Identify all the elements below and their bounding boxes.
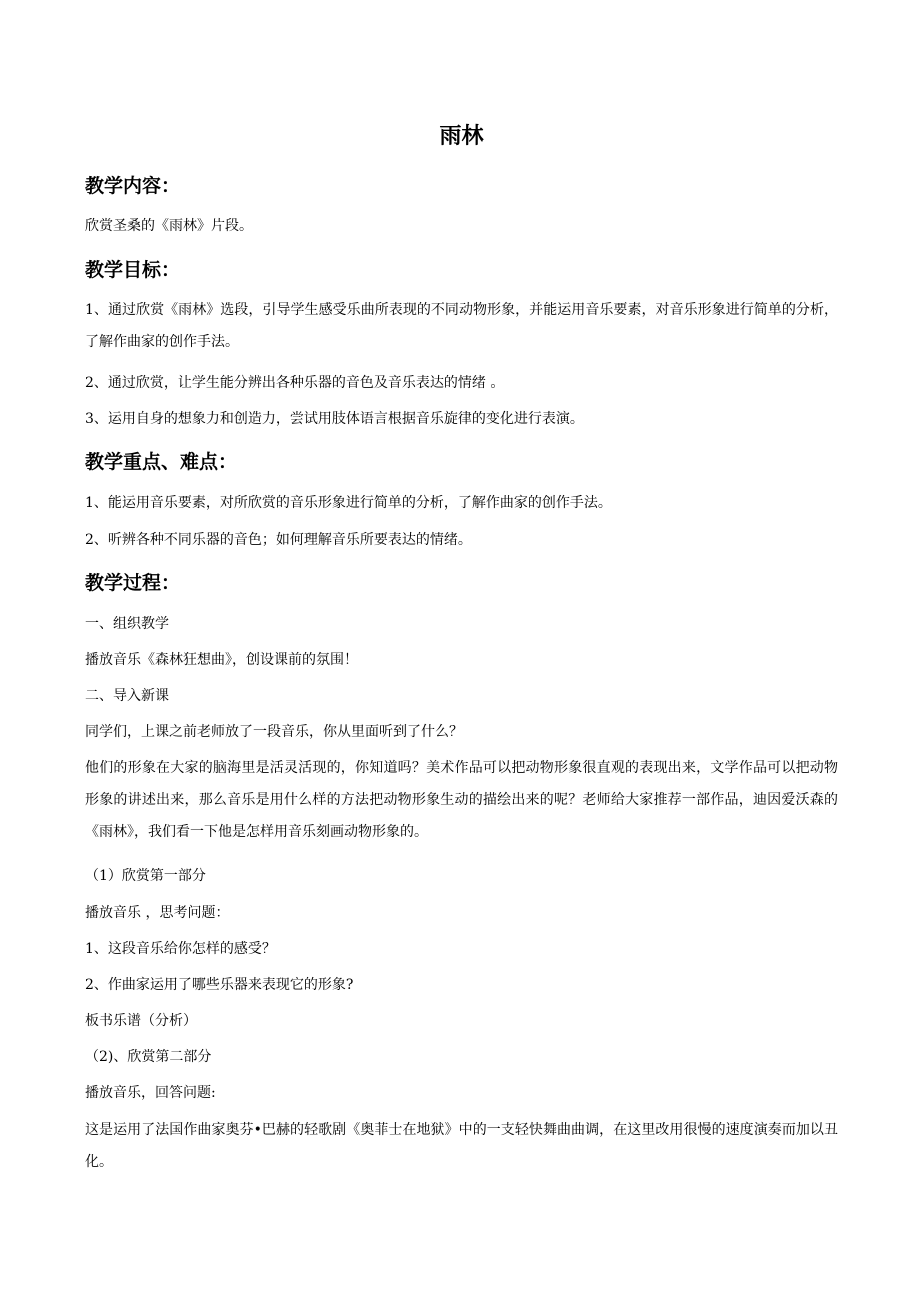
process-line-4: 同学们，上课之前老师放了一段音乐，你从里面听到了什么？ <box>85 724 463 740</box>
process-line-10: 板书乐谱（分析） <box>85 1013 197 1029</box>
process-line-12: 播放音乐，回答问题: <box>85 1085 216 1101</box>
process-line-6: （1）欣赏第一部分 <box>85 868 206 884</box>
process-line-9: 2、作曲家运用了哪些乐器来表现它的形象? <box>85 977 354 993</box>
section-heading-key-points: 教学重点、难点： <box>85 451 238 473</box>
document-title: 雨林 <box>439 124 484 149</box>
section-heading-goals: 教学目标： <box>85 259 181 281</box>
process-line-3: 二、导入新课 <box>85 688 169 704</box>
section-heading-content: 教学内容： <box>85 175 181 197</box>
content-line-1: 欣赏圣桑的《雨林》片段。 <box>85 218 253 234</box>
process-line-1: 一、组织教学 <box>85 616 169 632</box>
goals-line-2: 2、通过欣赏，让学生能分辨出各种乐器的音色及音乐表达的情绪 。 <box>85 375 505 391</box>
goals-line-3: 3、运用自身的想象力和创造力，尝试用肢体语言根据音乐旋律的变化进行表演。 <box>85 411 584 427</box>
process-line-7: 播放音乐 ，思考问题： <box>85 905 230 921</box>
goals-line-1: 1、通过欣赏《雨林》选段，引导学生感受乐曲所表现的不同动物形象，并能运用音乐要素，对音乐形象进行简单的分析，了解作曲家的创作手法。 <box>85 302 838 350</box>
section-heading-process: 教学过程： <box>85 572 181 594</box>
process-line-11: （2)、欣赏第二部分 <box>85 1049 212 1065</box>
key-points-line-1: 1、能运用音乐要素，对所欣赏的音乐形象进行简单的分析，了解作曲家的创作手法。 <box>85 495 612 511</box>
process-line-8: 1、这段音乐给你怎样的感受？ <box>85 941 276 957</box>
process-line-13: 这是运用了法国作曲家奥芬•巴赫的轻歌剧《奥菲士在地狱》中的一支轻快舞曲曲调，在这里改用很慢的速度演奏而加以丑化。 <box>85 1122 838 1170</box>
key-points-line-2: 2、听辨各种不同乐器的音色；如何理解音乐所要表达的情绪。 <box>85 532 472 548</box>
process-line-2: 播放音乐《森林狂想曲》，创设课前的氛围！ <box>85 652 358 668</box>
process-line-5: 他们的形象在大家的脑海里是活灵活现的，你知道吗？美术作品可以把动物形象很直观的表现出来，文学作品可以把动物形象的讲述出来，那么音乐是用什么样的方法把动物形象生动的描绘出来的呢？老师给大家推荐一部作品，迪因爱沃森的《雨林》，我们看一下他是怎样用音乐刻画动物形象的。 <box>85 760 838 840</box>
